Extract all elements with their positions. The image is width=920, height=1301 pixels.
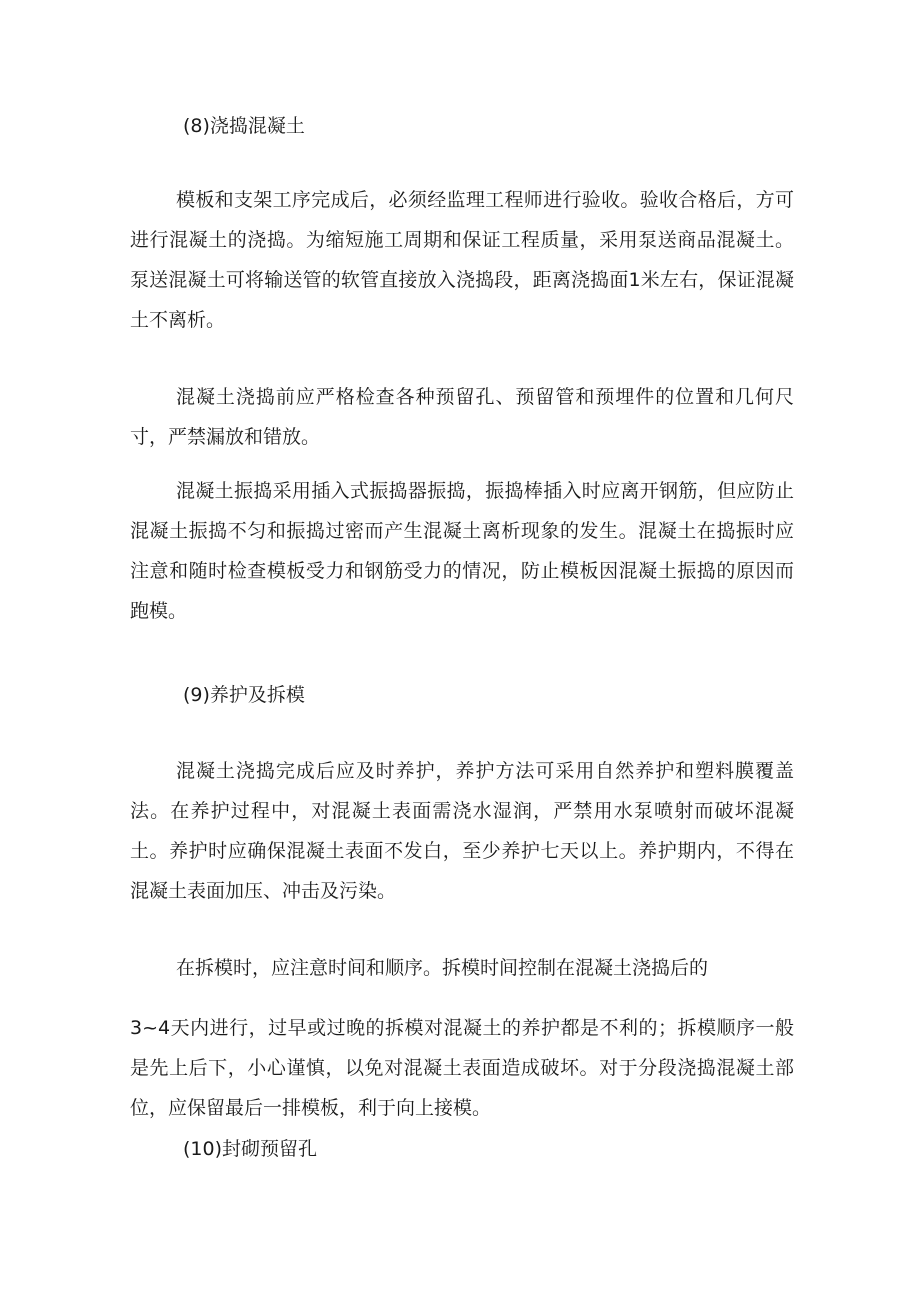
paragraph-curing: 混凝土浇捣完成后应及时养护，养护方法可采用自然养护和塑料膜覆盖法。在养护过程中，对混凝土表面需浇水湿润，严禁用水泵喷射而破坏混凝土。养护时应确保混凝土表面不发白，至少养护七天以上。养护期内，不得在混凝土表面加压、冲击及污染。 xyxy=(130,760,794,902)
paragraph-demolding-order: 3~4天内进行，过早或过晚的拆模对混凝土的养护都是不利的；拆模顺序一般是先上后下，小心谨慎，以免对混凝土表面造成破坏。对于分段浇捣混凝土部位，应保留最后一排模板，利于向上接模。 xyxy=(130,1017,794,1119)
paragraph-vibration: 混凝土振捣采用插入式振捣器振捣，振捣棒插入时应离开钢筋，但应防止混凝土振捣不匀和振捣过密而产生混凝土离析现象的发生。混凝土在捣振时应注意和随时检查模板受力和钢筋受力的情况，防止模板因混凝土振捣的原因而跑模。 xyxy=(130,480,794,622)
section-heading-10: (10)封砌预留孔 xyxy=(183,1138,318,1160)
section-heading-9: (9)养护及拆模 xyxy=(183,684,305,706)
paragraph-demolding-timing: 在拆模时，应注意时间和顺序。拆模时间控制在混凝土浇捣后的 xyxy=(176,957,709,979)
paragraph-pre-pour-inspection: 混凝土浇捣前应严格检查各种预留孔、预留管和预埋件的位置和几何尺寸，严禁漏放和错放。 xyxy=(130,386,794,448)
section-heading-8: (8)浇捣混凝土 xyxy=(183,115,305,137)
paragraph-formwork-acceptance: 模板和支架工序完成后，必须经监理工程师进行验收。验收合格后，方可进行混凝土的浇捣。为缩短施工周期和保证工程质量，采用泵送商品混凝土。泵送混凝土可将输送管的软管直接放入浇捣段，距离浇捣面1米左右，保证混凝土不离析。 xyxy=(130,189,794,331)
